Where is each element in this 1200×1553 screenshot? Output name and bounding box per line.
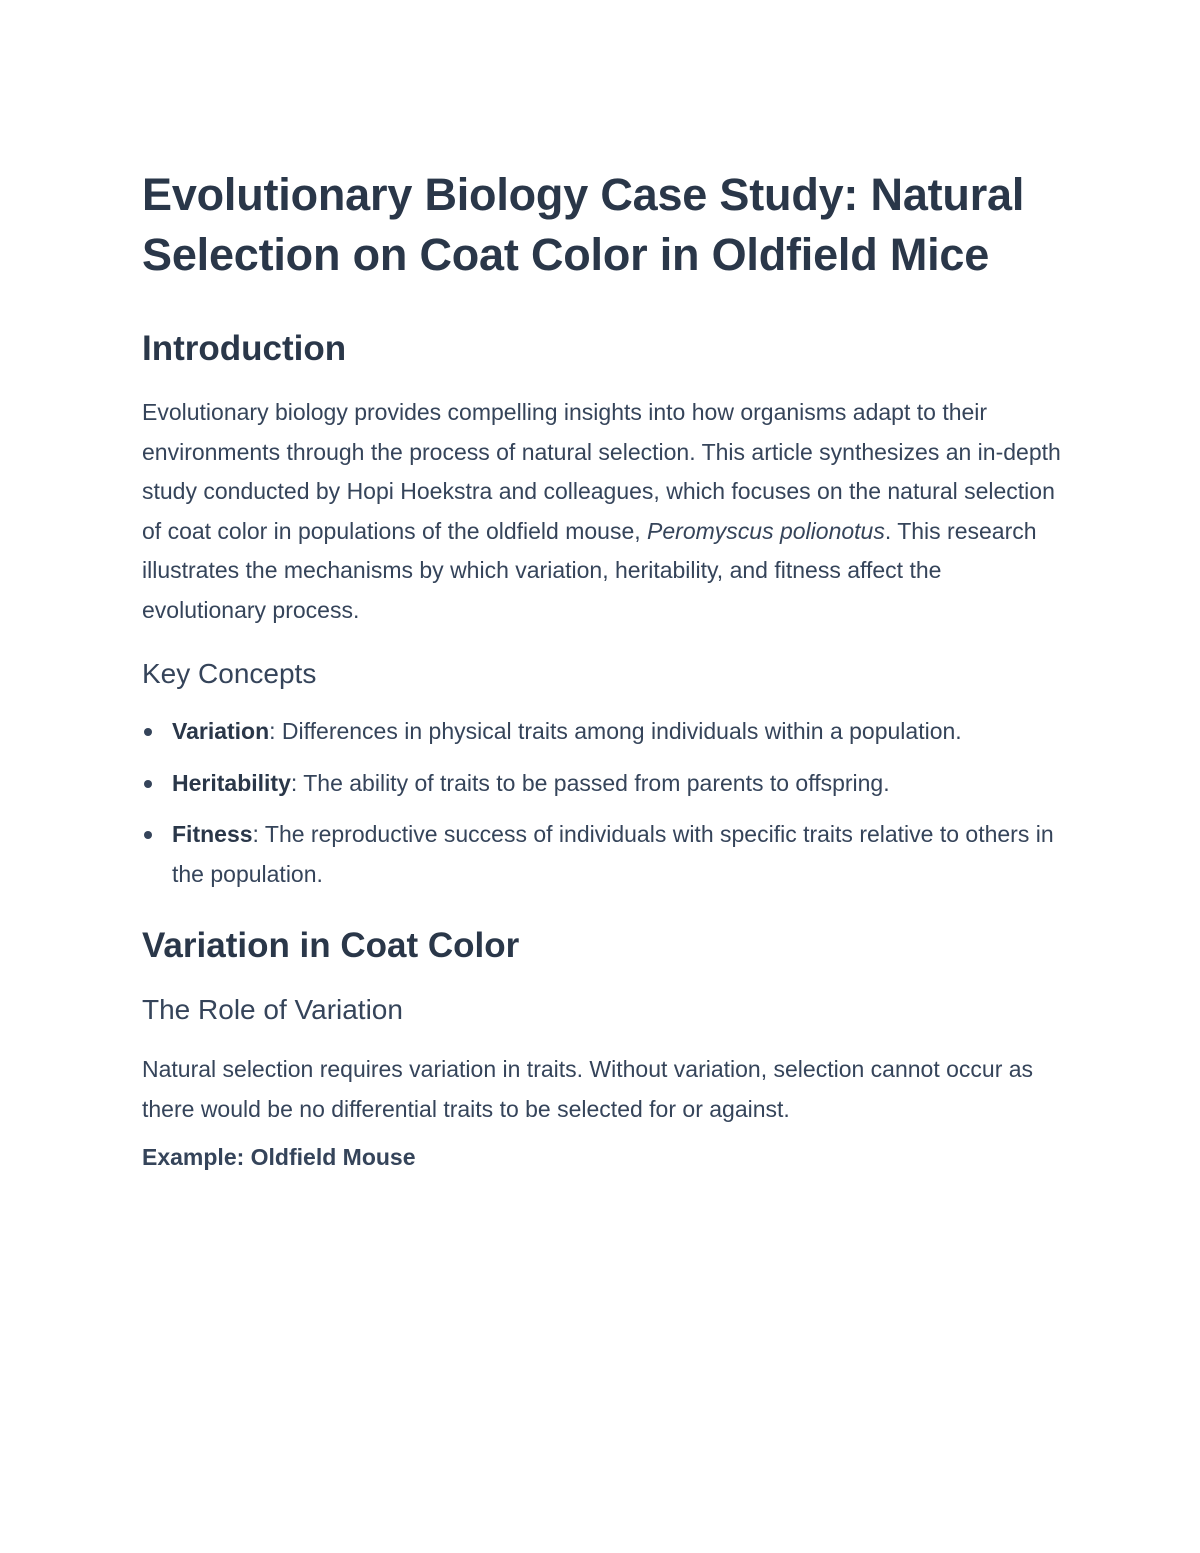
example-heading: Example: Oldfield Mouse xyxy=(142,1144,416,1170)
list-item xyxy=(142,764,1062,804)
concept-definition: : Differences in physical traits among individuals within a population. xyxy=(269,718,962,744)
introduction-text-end: . This research illustrates the mechanisms by which variation, heritability, and fitness affect the evolutionary process. xyxy=(142,517,1037,623)
concept-term: Variation xyxy=(172,718,270,744)
concept-definition: : The ability of traits to be passed from parents to offspring. xyxy=(290,769,890,796)
bullet-icon xyxy=(144,728,152,736)
introduction-paragraph xyxy=(142,393,1062,630)
list-item xyxy=(142,712,1062,752)
role-of-variation-heading: The Role of Variation xyxy=(142,994,403,1025)
variation-heading: Variation in Coat Color xyxy=(142,926,520,965)
key-concepts-heading: Key Concepts xyxy=(142,658,317,689)
document-page xyxy=(142,165,1062,1175)
bullet-icon xyxy=(144,780,152,788)
key-concepts-list xyxy=(142,712,1062,894)
concept-definition: : The reproductive success of individuals with specific traits relative to others in the population. xyxy=(172,821,1054,887)
list-item xyxy=(142,815,1062,894)
concept-term: Fitness xyxy=(172,821,253,847)
introduction-heading: Introduction xyxy=(142,329,347,368)
introduction-text-start: Evolutionary biology provides compelling insights into how organisms adapt to their environments through the process of natural selection. This article synthesizes an in-depth study conducted by Hopi Hoekstra and colleagues, which focuses on the natural selection of coat color in populations of the oldfield mouse, xyxy=(142,399,1061,544)
species-name: Peromyscus polionotus xyxy=(647,517,885,544)
concept-term: Heritability xyxy=(172,769,291,796)
role-of-variation-paragraph: Natural selection requires variation in traits. Without variation, selection cannot occur as there would be no differential traits to be selected for or against. xyxy=(142,1056,1034,1122)
document-title: Evolutionary Biology Case Study: Natural Selection on Coat Color in Oldfield Mice xyxy=(142,169,1025,280)
bullet-icon xyxy=(144,831,152,839)
